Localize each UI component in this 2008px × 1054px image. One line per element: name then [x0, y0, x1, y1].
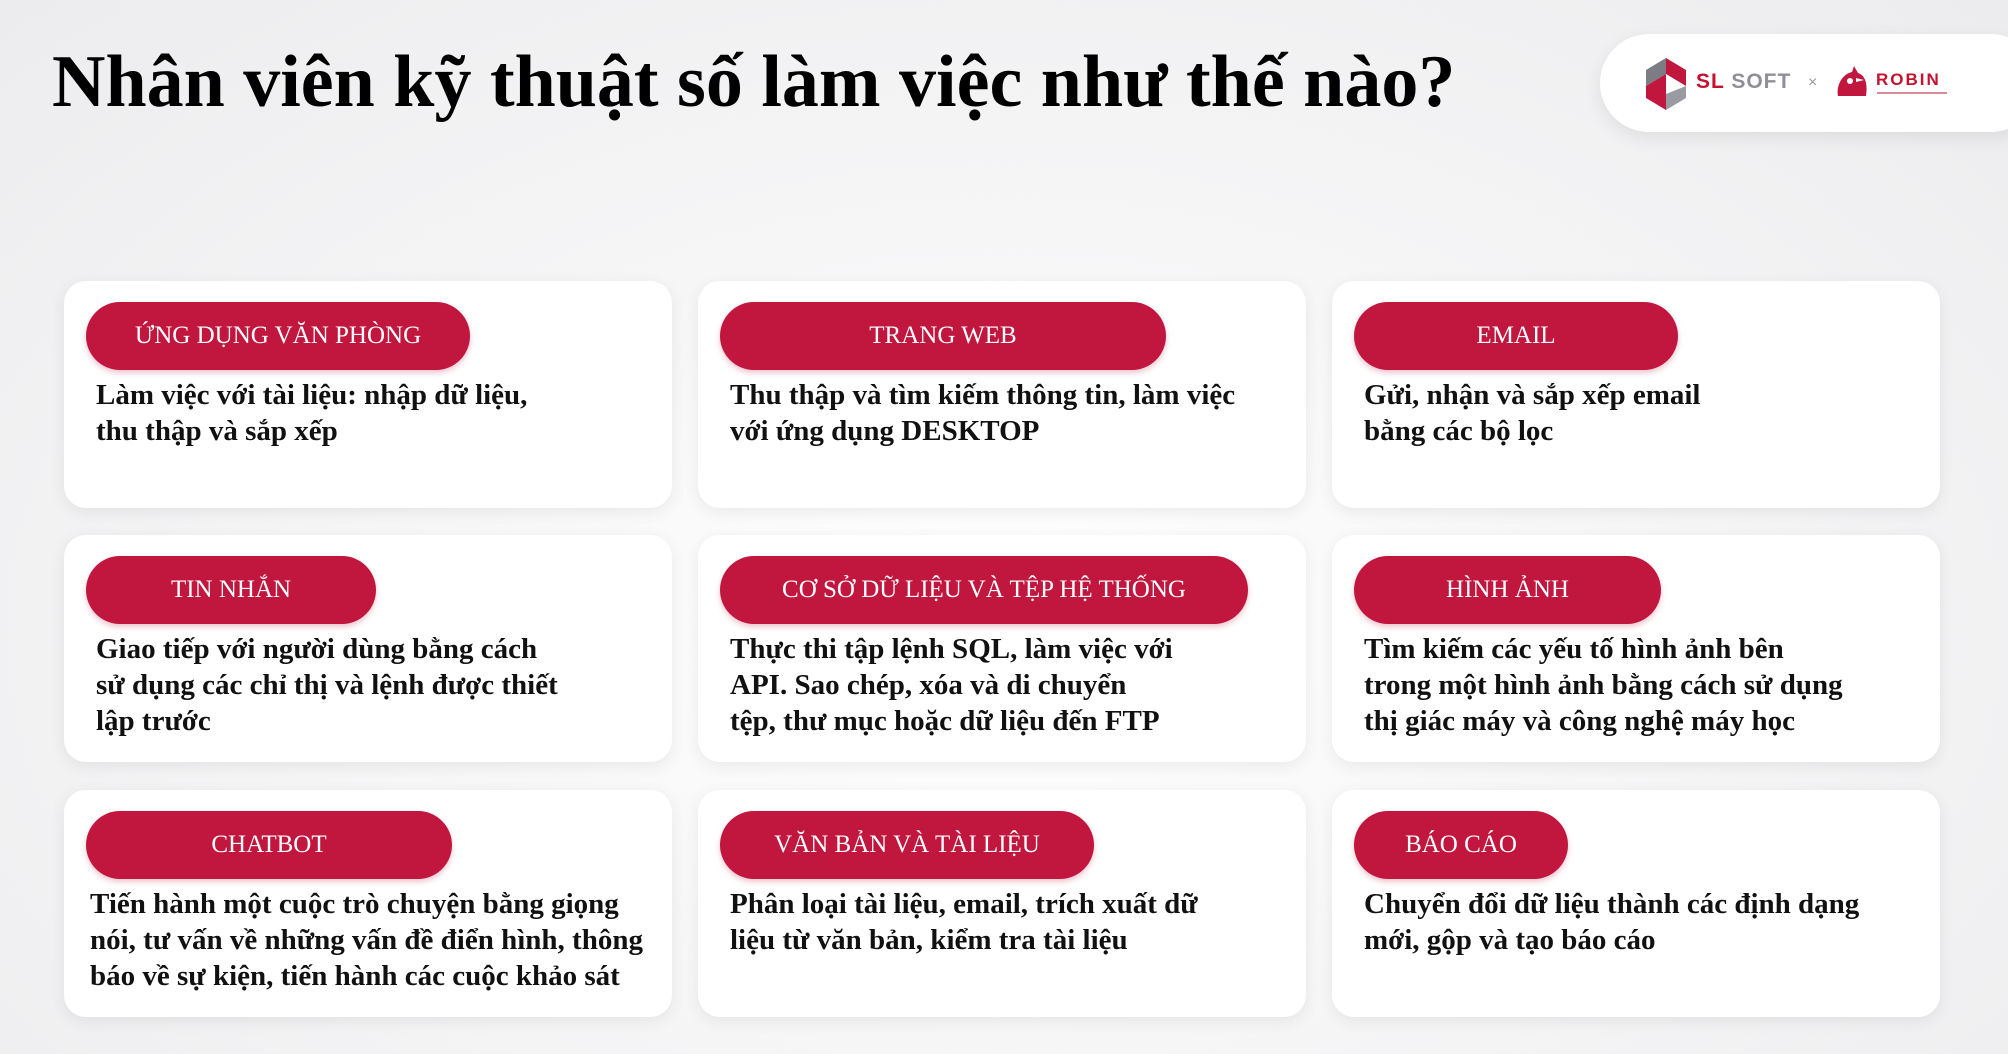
card-office-apps [64, 281, 672, 508]
robin-tagline-decoration [1877, 92, 1947, 94]
card-email-label: EMAIL [1354, 302, 1678, 370]
desc-line: bằng các bộ lọc [1364, 415, 1554, 447]
desc-line: báo về sự kiện, tiến hành các cuộc khảo sát [90, 960, 620, 992]
desc-line: Thực thi tập lệnh SQL, làm việc với [730, 633, 1173, 665]
desc-line: với ứng dụng DESKTOP [730, 415, 1040, 447]
card-database-files [698, 535, 1306, 762]
card-website [698, 281, 1306, 508]
card-reports [1332, 790, 1940, 1017]
desc-line: tệp, thư mục hoặc dữ liệu đến FTP [730, 705, 1160, 737]
desc-line: Tiến hành một cuộc trò chuyện bằng giọng [90, 888, 619, 920]
card-messages-label: TIN NHẮN [86, 556, 376, 624]
card-reports-label: BÁO CÁO [1354, 811, 1568, 879]
logo-separator: × [1808, 74, 1818, 91]
desc-line: Thu thập và tìm kiếm thông tin, làm việc [730, 379, 1236, 411]
robin-wordmark: ROBIN [1876, 70, 1941, 89]
robin-logo-icon [1834, 64, 1870, 98]
desc-line: thị giác máy và công nghệ máy học [1364, 705, 1795, 737]
card-text-documents-label: VĂN BẢN VÀ TÀI LIỆU [720, 811, 1094, 879]
desc-line: thu thập và sắp xếp [96, 415, 338, 447]
sl-brand-text: SL [1696, 70, 1725, 93]
card-website-label: TRANG WEB [720, 302, 1166, 370]
card-database-files-description [730, 631, 1300, 739]
card-messages [64, 535, 672, 762]
card-reports-description [1364, 886, 1934, 958]
card-office-apps-label: ỨNG DỤNG VĂN PHÒNG [86, 302, 470, 370]
page-title: Nhân viên kỹ thuật số làm việc như thế nào? [52, 41, 1456, 123]
card-office-apps-description [96, 377, 666, 449]
card-database-files-label: CƠ SỞ DỮ LIỆU VÀ TỆP HỆ THỐNG [720, 556, 1248, 624]
sl-soft-wordmark [1696, 70, 1791, 94]
partner-logos [1600, 34, 2008, 132]
desc-line: liệu từ văn bản, kiểm tra tài liệu [730, 924, 1128, 956]
sl-soft-logo-icon [1646, 58, 1686, 110]
desc-line: Phân loại tài liệu, email, trích xuất dữ [730, 888, 1198, 920]
card-chatbot-label: CHATBOT [86, 811, 452, 879]
desc-line: nói, tư vấn về những vấn đề điển hình, thông [90, 924, 643, 956]
desc-line: lập trước [96, 705, 211, 737]
desc-line: trong một hình ảnh bằng cách sử dụng [1364, 669, 1843, 701]
card-email-description [1364, 377, 1934, 449]
desc-line: API. Sao chép, xóa và di chuyển [730, 669, 1127, 701]
card-chatbot-description [90, 886, 660, 994]
card-website-description [730, 377, 1300, 449]
card-chatbot [64, 790, 672, 1017]
soft-brand-text: SOFT [1731, 70, 1792, 93]
card-text-documents [698, 790, 1306, 1017]
card-images-description [1364, 631, 1934, 739]
card-messages-description [96, 631, 666, 739]
desc-line: Giao tiếp với người dùng bằng cách [96, 633, 538, 665]
desc-line: mới, gộp và tạo báo cáo [1364, 924, 1656, 956]
card-images-label: HÌNH ẢNH [1354, 556, 1661, 624]
desc-line: sử dụng các chỉ thị và lệnh được thiết [96, 669, 558, 701]
desc-line: Chuyển đổi dữ liệu thành các định dạng [1364, 888, 1860, 920]
card-images [1332, 535, 1940, 762]
card-text-documents-description [730, 886, 1300, 958]
card-email [1332, 281, 1940, 508]
desc-line: Làm việc với tài liệu: nhập dữ liệu, [96, 379, 528, 411]
desc-line: Gửi, nhận và sắp xếp email [1364, 379, 1701, 411]
desc-line: Tìm kiếm các yếu tố hình ảnh bên [1364, 633, 1784, 665]
